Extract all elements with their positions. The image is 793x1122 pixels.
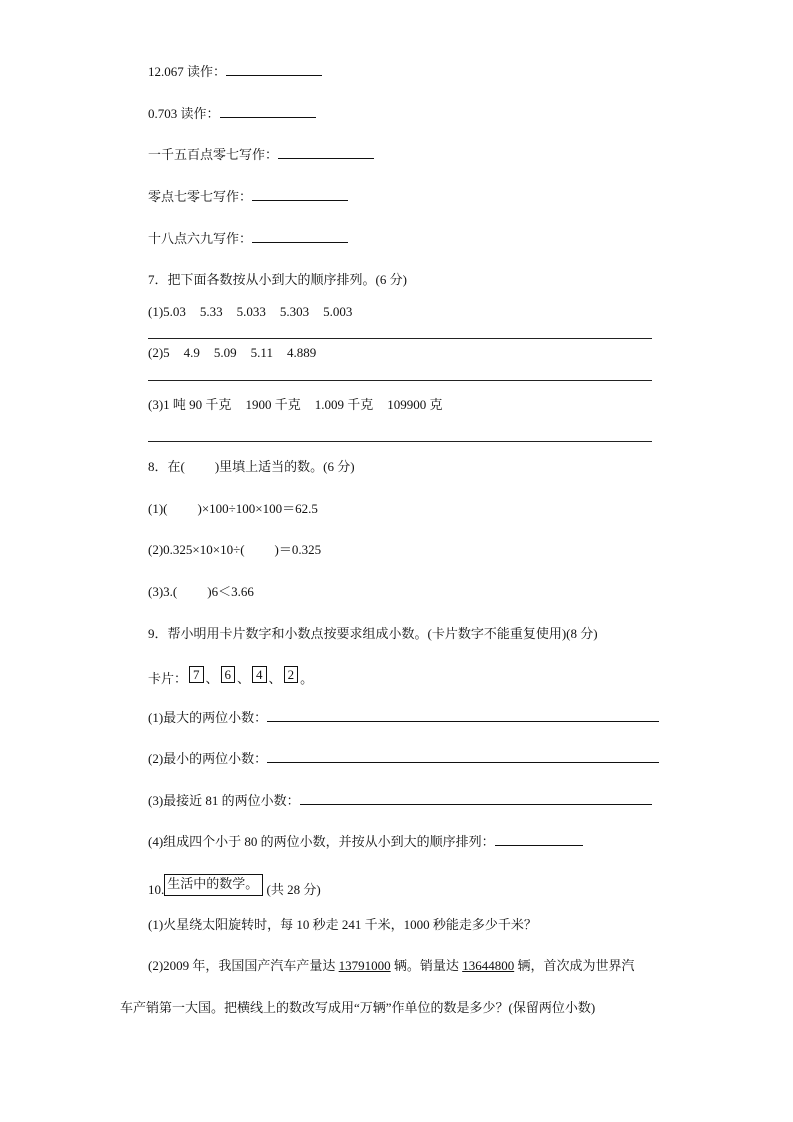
q7-item-1: (1)5.03 5.33 5.033 5.303 5.003 [148,304,353,319]
q7-item-2: (2)5 4.9 5.09 5.11 4.889 [148,345,317,360]
q10-problem-2-cont: 车产销第一大国。把横线上的数改写成用“万辆”作单位的数是多少？(保留两位小数) [120,1000,596,1015]
q7-item-3: (3)1 吨 90 千克 1900 千克 1.009 千克 109900 克 [148,397,443,412]
q9-item-2: (2)最小的两位小数： [148,750,659,768]
q10-boxed-title: 生活中的数学。 [164,874,263,896]
q10-problem-1: (1)火星绕太阳旋转时，每 10 秒走 241 千米，1000 秒能走多少千米？ [148,917,537,932]
write-item-3: 十八点六九写作： [148,230,348,248]
write-item-1: 一千五百点零七写作： [148,146,374,164]
answer-blank[interactable] [220,105,316,118]
answer-blank[interactable] [278,146,374,159]
answer-line[interactable] [148,338,652,339]
answer-blank[interactable] [226,63,322,76]
answer-blank[interactable] [267,750,659,763]
answer-blank[interactable] [252,188,348,201]
answer-blank[interactable] [495,833,583,846]
q8-item-2: (2)0.325×10×10÷( )＝0.325 [148,542,322,557]
q9-cards: 卡片： 7 、 6 、 4 、 2 。 [148,667,314,686]
q7-title: 7．把下面各数按从小到大的顺序排列。(6 分) [148,272,407,287]
answer-line[interactable] [148,441,652,442]
q10-header: 10. 生活中的数学。 (共 28 分) [148,876,321,897]
q9-item-1: (1)最大的两位小数： [148,709,659,727]
number-card: 4 [252,666,267,683]
q8-item-1: (1)( )×100÷100×100＝62.5 [148,501,318,516]
q10-problem-2: (2)2009 年，我国国产汽车产量达 13791000 辆。销量达 13644800 辆，首次成为世界汽 [148,958,635,973]
answer-blank[interactable] [300,792,652,805]
q9-item-3: (3)最接近 81 的两位小数： [148,792,652,810]
number-card: 6 [221,666,236,683]
read-item-2: 0.703 读作： [148,105,316,123]
q8-title: 8．在( )里填上适当的数。(6 分) [148,459,355,474]
q9-item-4: (4)组成四个小于 80 的两位小数，并按从小到大的顺序排列： [148,833,583,851]
answer-blank[interactable] [252,230,348,243]
number-card: 2 [284,666,299,683]
number-card: 7 [189,666,204,683]
q9-title: 9．帮小明用卡片数字和小数点按要求组成小数。(卡片数字不能重复使用)(8 分) [148,626,598,641]
answer-line[interactable] [148,380,652,381]
answer-blank[interactable] [267,709,659,722]
write-item-2: 零点七零七写作： [148,188,348,206]
read-item-1: 12.067 读作： [148,63,322,81]
q8-item-3: (3)3.( )6＜3.66 [148,584,254,599]
